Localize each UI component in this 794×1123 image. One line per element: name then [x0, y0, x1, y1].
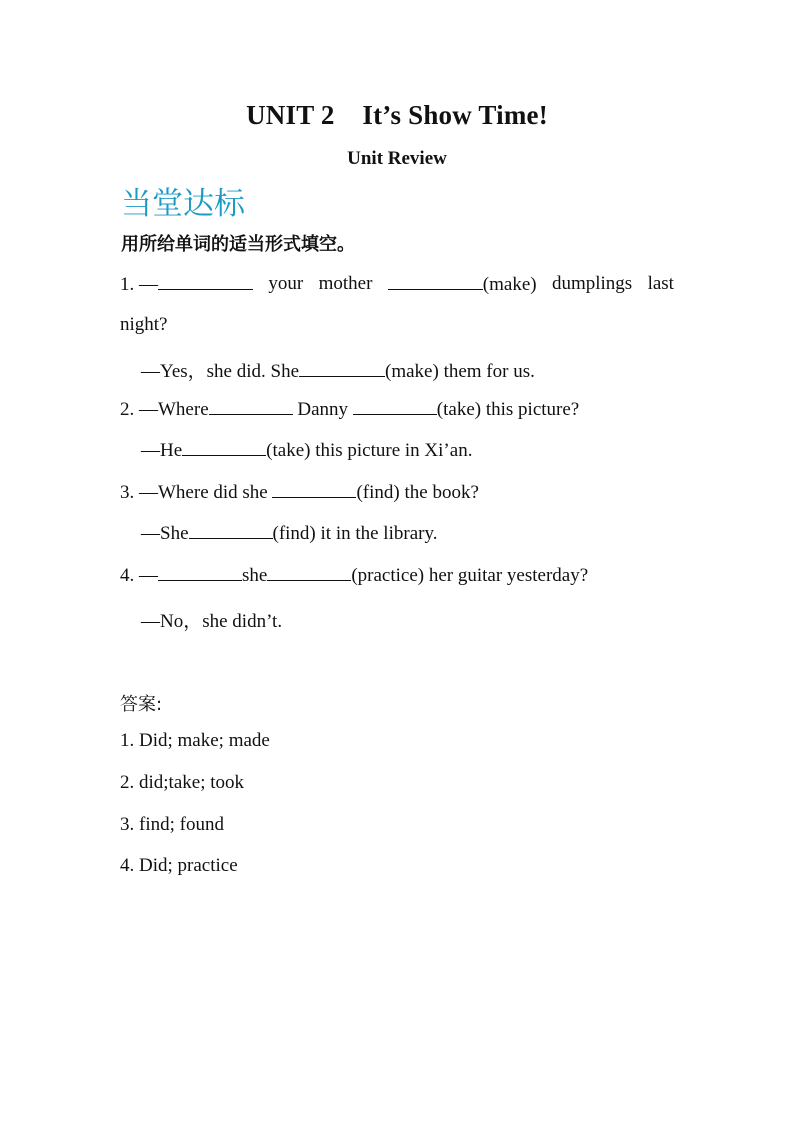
- question-1-line: [120, 273, 674, 296]
- answer-key-item: 3. find; found: [120, 814, 224, 835]
- answers-label: 答案:: [120, 694, 163, 715]
- answer-blank: [353, 398, 437, 415]
- answer-key-item: 1. Did; make; made: [120, 730, 270, 751]
- question-3-line: 3. —Where did she (find) the book?: [120, 482, 479, 503]
- question-1-word: last: [647, 273, 674, 294]
- question-1-continuation: night?: [120, 314, 168, 335]
- answer-blank: [272, 481, 356, 498]
- answer-2-line: —He (take) this picture in Xi’an.: [141, 440, 473, 461]
- question-1-part-b: (make): [388, 273, 537, 296]
- answer-blank: [388, 273, 483, 290]
- answer-blank: [158, 564, 242, 581]
- instruction-text: 用所给单词的适当形式填空。: [121, 234, 355, 255]
- answer-4-line: —No，she didn’t.: [141, 611, 283, 632]
- answer-blank: [189, 522, 273, 539]
- answer-key-item: 4. Did; practice: [120, 855, 238, 876]
- answer-3-line: —She (find) it in the library.: [141, 523, 438, 544]
- question-4-line: 4. — she (practice) her guitar yesterday?: [120, 565, 589, 586]
- answer-1-line: —Yes，she did. She (make) them for us.: [141, 361, 535, 382]
- page-subtitle: Unit Review: [347, 148, 447, 169]
- question-2-line: 2. —Where Danny (take) this picture?: [120, 399, 580, 420]
- page-title: UNIT 2 It’s Show Time!: [246, 100, 548, 130]
- question-1-word: dumplings: [551, 273, 633, 294]
- question-1-word: mother: [318, 273, 373, 294]
- question-1-word: your: [268, 273, 304, 294]
- answer-blank: [299, 360, 385, 377]
- answer-blank: [158, 273, 253, 290]
- question-1-part-a: 1. —: [120, 273, 253, 296]
- answer-blank: [209, 398, 293, 415]
- answer-key-item: 2. did;take; took: [120, 772, 245, 793]
- answer-blank: [267, 564, 351, 581]
- section-heading: 当堂达标: [121, 186, 245, 222]
- answer-blank: [182, 439, 266, 456]
